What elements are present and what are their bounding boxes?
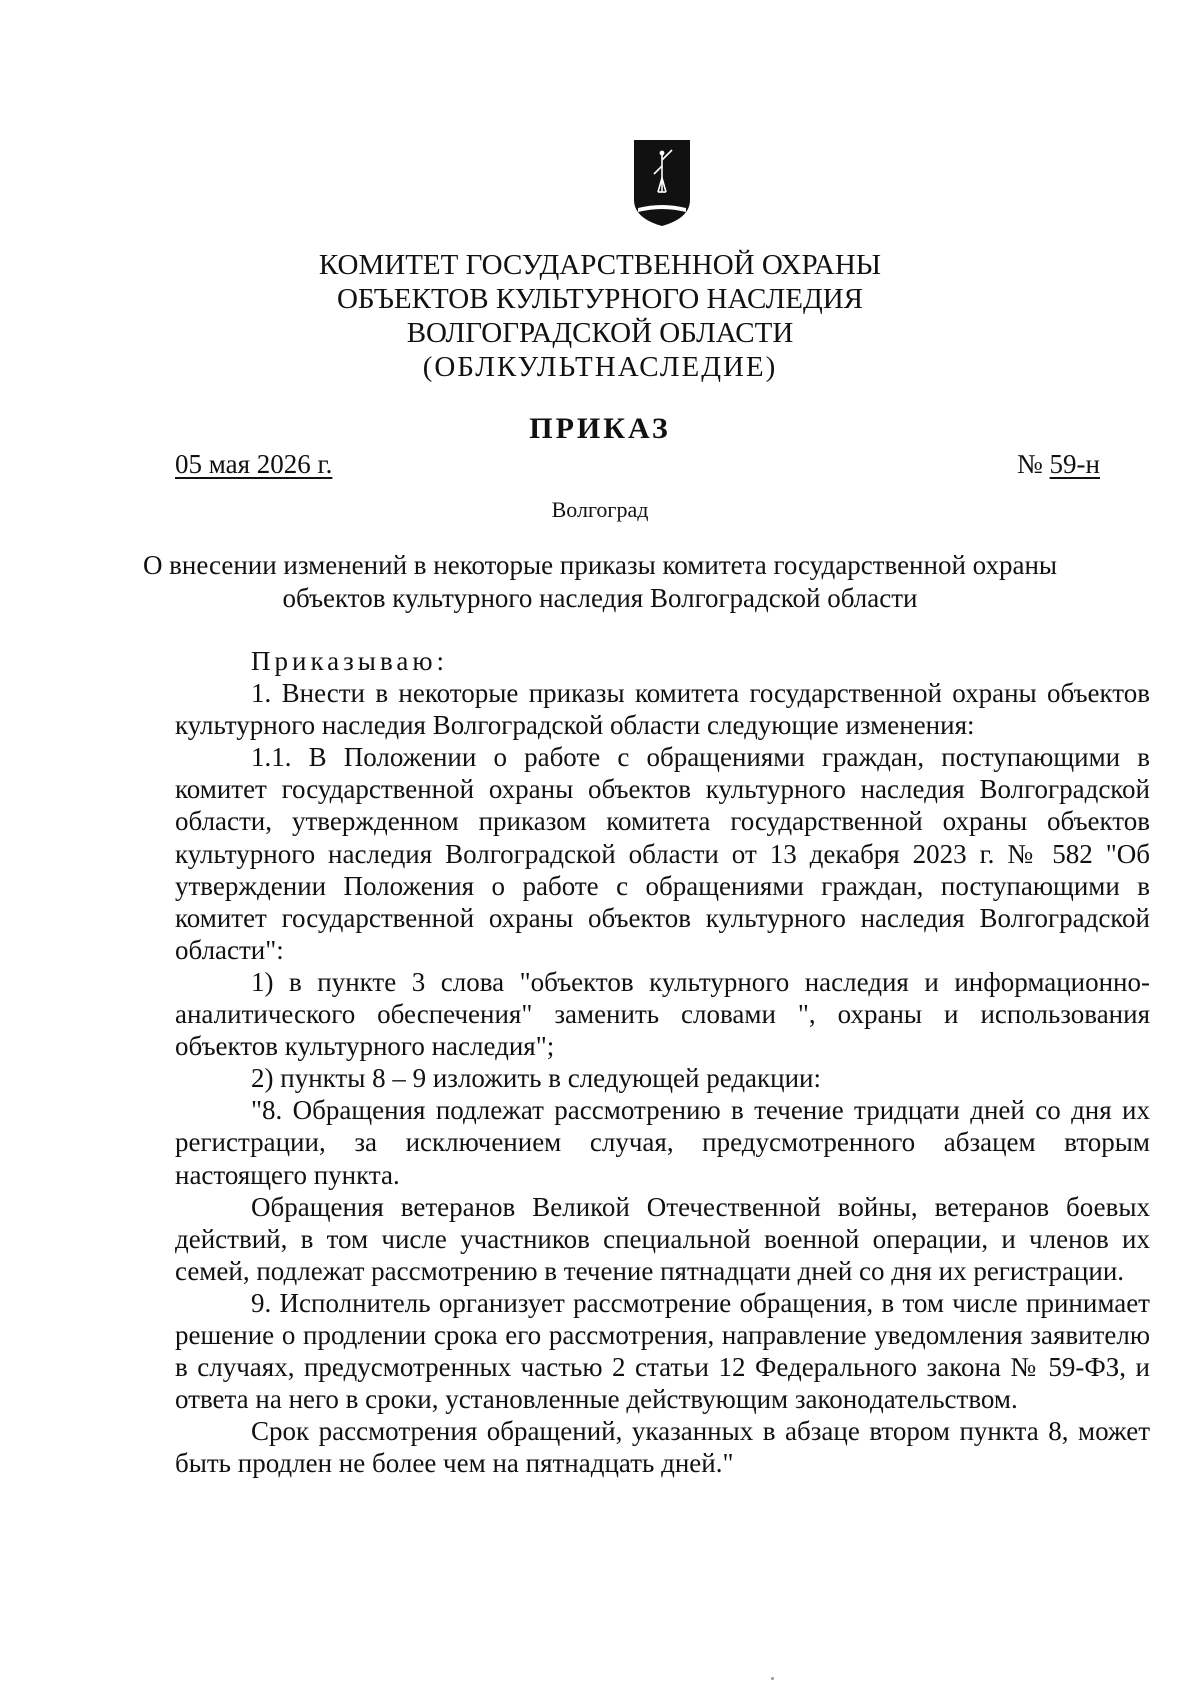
document-type: ПРИКАЗ	[529, 412, 671, 445]
document-body	[175, 645, 1150, 1479]
paragraph-point-8: "8. Обращения подлежат рассмотрению в течение тридцати дней со дня их регистрации, за исключением случая, предусмотренного абзацем вторым настоящего пункта.	[175, 1095, 1150, 1190]
paragraph-point-8-abzac-2: Обращения ветеранов Великой Отечественной войны, ветеранов боевых действий, в том числе участников специальной военной операции, и членов их семей, подлежат рассмотрению в течение пятнадцати дней со дня их регистрации.	[175, 1191, 1150, 1286]
document-title	[140, 549, 1060, 615]
paragraph-1: 1. Внести в некоторые приказы комитета государственной охраны объектов культурного наследия Волгоградской области следующие изменения:	[175, 678, 1150, 741]
document-date: 05 мая 2026 г.	[175, 449, 333, 479]
title-line-1: О внесении изменений в некоторые приказы комитета государственной охраны	[142, 550, 1058, 580]
paragraph-order-word: Приказываю:	[251, 646, 448, 676]
org-line-2: ОБЪЕКТОВ КУЛЬТУРНОГО НАСЛЕДИЯ	[336, 283, 864, 315]
paragraph-item-1: 1) в пункте 3 слова "объектов культурного наследия и информационно-аналитического обеспечения" заменить словами ", охраны и использования объектов культурного наследия";	[175, 966, 1150, 1062]
organization-name	[300, 248, 900, 384]
paragraph-term-extension: Срок рассмотрения обращений, указанных в абзаце втором пункта 8, может быть продлен не более чем на пятнадцать дней."	[175, 1416, 1150, 1479]
title-line-2: объектов культурного наследия Волгоградской области	[282, 583, 918, 613]
scan-speck	[771, 1677, 774, 1680]
number-value: 59-н	[1049, 449, 1100, 479]
paragraph-1-1: 1.1. В Положении о работе с обращениями граждан, поступающими в комитет государственной охраны объектов культурного наследия Волгоградской области, утвержденном приказом комитета государственной охраны объектов культурного наследия Волгоградской области от 13 декабря 2023 г. № 582 "Об утверждении Положения о работе с обращениями граждан, поступающими в комитет государственной охраны объектов культурного наследия Волгоградской области":	[175, 742, 1150, 965]
coat-of-arms-emblem	[632, 138, 692, 228]
document-number	[1017, 449, 1100, 480]
org-line-3: ВОЛГОГРАДСКОЙ ОБЛАСТИ	[406, 317, 794, 349]
document-city: Волгоград	[551, 497, 649, 522]
number-prefix: №	[1017, 449, 1043, 479]
org-line-4: (ОБЛКУЛЬТНАСЛЕДИЕ)	[422, 351, 778, 383]
paragraph-item-2: 2) пункты 8 – 9 изложить в следующей редакции:	[251, 1063, 822, 1094]
org-line-1: КОМИТЕТ ГОСУДАРСТВЕННОЙ ОХРАНЫ	[318, 249, 882, 281]
paragraph-point-9: 9. Исполнитель организует рассмотрение обращения, в том числе принимает решение о продлении срока его рассмотрения, направление уведомления заявителю в случаях, предусмотренных частью 2 статьи 12 Федерального закона № 59-ФЗ, и ответа на него в сроки, установленные действующим законодательством.	[175, 1287, 1150, 1415]
